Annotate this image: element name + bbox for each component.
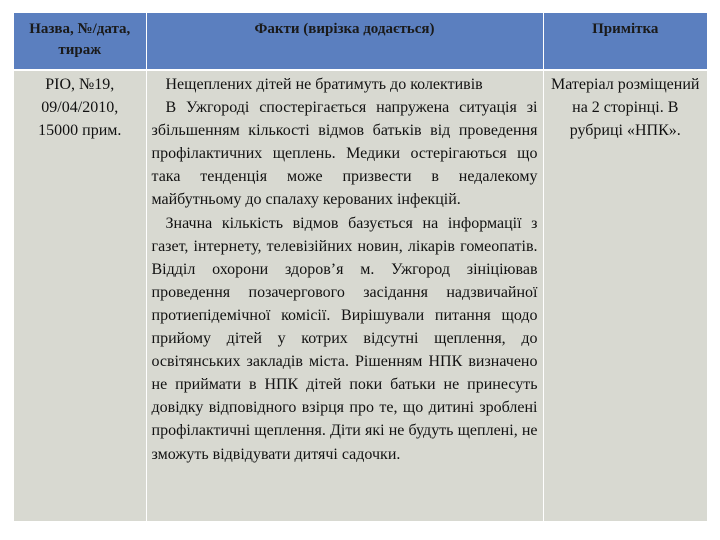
table-row: [14, 70, 707, 521]
facts-paragraph-2: Значна кількість відмов базується на інформації з газет, інтернету, телевізійних новин, лікарів гомеопатів. Відділ охорони здоров’я м. Ужгород зініціював проведення позачергового засідання надзвичайної протиепідемічної комісії. Вирішували питання щодо прийому дітей у котрих відсутні щеплення, до освітянських закладів міста. Рішенням НПК визначено не приймати в НПК дітей поки батьки не принесуть довідку відповідного взірця про те, що дитині зроблені профілактичні щеплення. Діти які не будуть щеплені, не зможуть відвідувати дитячі садочки.: [151, 214, 538, 463]
source-cell: [14, 70, 146, 521]
press-clipping-table: [14, 13, 707, 521]
header-note: Примітка: [543, 13, 707, 70]
header-facts: Факти (вирізка додається): [146, 13, 543, 70]
source-date: 09/04/2010,: [41, 99, 119, 117]
source-circulation: 15000 прим.: [38, 122, 122, 140]
table-header-row: [14, 13, 707, 70]
note-cell: Матеріал розміщений на 2 сторінці. В рубриці «НПК».: [551, 76, 700, 140]
header-source: Назва, №/дата, тираж: [14, 13, 146, 70]
source-name: PIO, №19,: [45, 76, 115, 93]
facts-cell: [146, 70, 543, 521]
facts-paragraph-1: В Ужгороді спостерігається напружена ситуація зі збільшенням кількості відмов батьків від проведення профілактичних щеплень. Медики остерігаються що така тенденція може призвести в недалекому майбутньому до спалаху керованих інфекцій.: [151, 99, 538, 209]
facts-headline: Нещеплених дітей не братимуть до колективів: [165, 76, 483, 93]
